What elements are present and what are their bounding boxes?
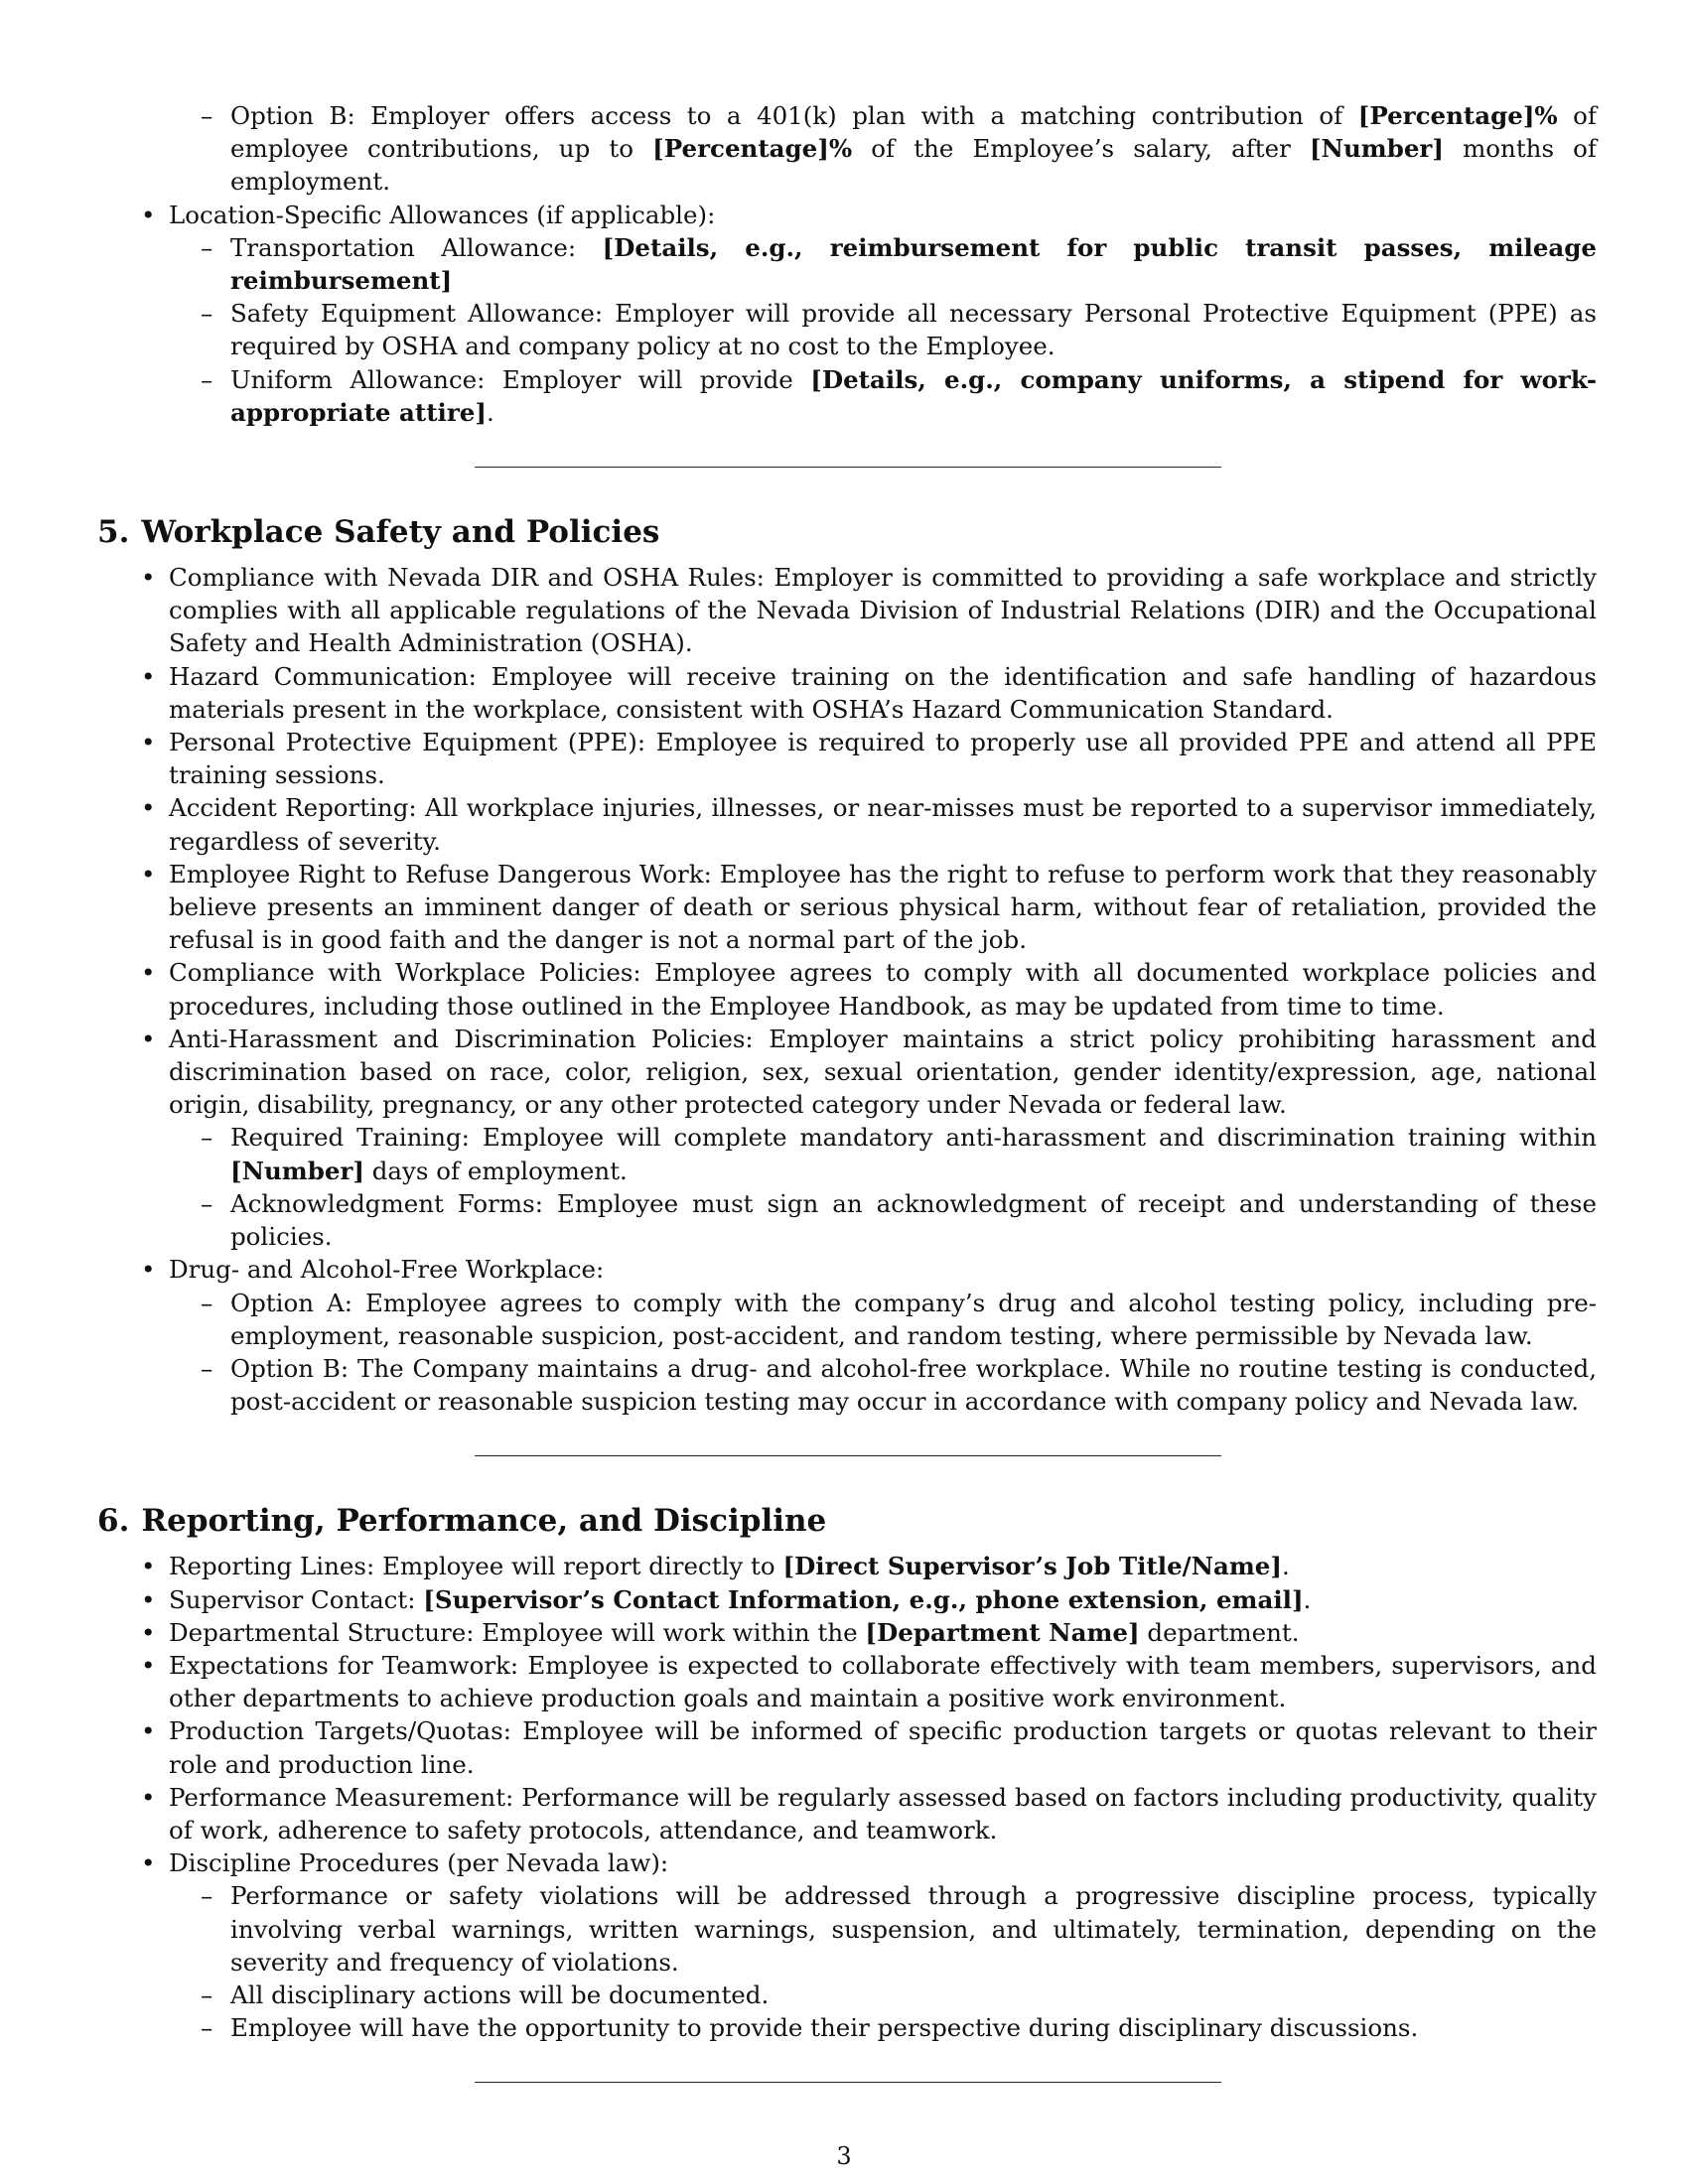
placeholder-percentage: [Percentage]% — [1357, 101, 1558, 130]
drug-option-a: – Option A: Employee agrees to comply with the company’s drug and alcohol testing policy, including pre-employment, reasonable suspicion, post-accident, and random testing, where permissible by Nevada law. — [230, 1287, 1597, 1352]
discipline-item: – All disciplinary actions will be documented. — [230, 1979, 1597, 2011]
placeholder-contact: [Supervisor’s Contact Information, e.g., phone extension, email] — [423, 1584, 1304, 1614]
list-item — [169, 99, 1597, 199]
section-5-list — [97, 561, 1597, 1418]
discipline-item: – Employee will have the opportunity to provide their perspective during disciplinary discussions. — [230, 2011, 1597, 2044]
list-item: • Employee Right to Refuse Dangerous Work: Employee has the right to refuse to perform work that they reasonably believe presents an imminent danger of death or serious physical harm, without fear of retaliation, provided the refusal is in good faith and the danger is not a normal part of the job. — [169, 858, 1597, 957]
option-b-401k: – Option B: Employer offers access to a 401(k) plan with a matching contribution of [Percentage]% of employee contributions, up to [Percentage]% of the Employee’s salary, after [Number] months of employment. — [230, 99, 1597, 199]
placeholder-details: [Details, e.g., company uniforms, a stipend for work-appropriate attire] — [230, 364, 1597, 427]
list-item: • Performance Measurement: Performance will be regularly assessed based on factors including productivity, quality of work, adherence to safety protocols, attendance, and teamwork. — [169, 1781, 1597, 1846]
placeholder-number: [Number] — [230, 1156, 364, 1185]
harassment-sub-list — [169, 1121, 1597, 1253]
drug-sub-list — [169, 1287, 1597, 1419]
placeholder-percentage: [Percentage]% — [652, 134, 853, 164]
list-item-allowances: • Location-Specific Allowances (if applicable): – Transportation Allowance: [Details, e.g., reimbursement for public transit passes, mileage reimbursement] – Safety Equipment Allowance: Employer will provide all necessary Personal Protective Equipment (PPE) as required by OSHA and company policy at no cost to the Employee. – Uniform Allowance: Employer will provide [Details, e.g., company uniforms, a stipend for work-appropriate attire]. — [169, 199, 1597, 429]
acknowledgment-forms: – Acknowledgment Forms: Employee must sign an acknowledgment of receipt and understanding of these policies. — [230, 1187, 1597, 1253]
section-divider — [475, 2082, 1221, 2083]
uniform-allowance: – Uniform Allowance: Employer will provide [Details, e.g., company uniforms, a stipend for work-appropriate attire]. — [230, 363, 1597, 429]
list-item: • Reporting Lines: Employee will report directly to [Direct Supervisor’s Job Title/Name]. — [169, 1550, 1597, 1582]
list-item: • Anti-Harassment and Discrimination Policies: Employer maintains a strict policy prohibiting harassment and discrimination based on race, color, religion, sex, sexual orientation, gender identity/expression, age, national origin, disability, pregnancy, or any other protected category under Nevada or federal law. – Required Training: Employee will complete mandatory anti-harassment and discrimination training within [Number] days of employment. – Acknowledgment Forms: Employee must sign an acknowledgment of receipt and understanding of these policies. — [169, 1023, 1597, 1253]
section-divider — [475, 1455, 1221, 1456]
list-item: • Expectations for Teamwork: Employee is expected to collaborate effectively with team members, supervisors, and other departments to achieve production goals and maintain a positive work environment. — [169, 1649, 1597, 1714]
placeholder-department: [Department Name] — [865, 1617, 1140, 1647]
discipline-sub-list — [169, 1879, 1597, 2044]
section-divider — [475, 467, 1221, 468]
section-6-list — [97, 1550, 1597, 2044]
list-item: • Compliance with Nevada DIR and OSHA Rules: Employer is committed to providing a safe workplace and strictly complies with all applicable regulations of the Nevada Division of Industrial Relations (DIR) and the Occupational Safety and Health Administration (OSHA). — [169, 561, 1597, 660]
transportation-allowance: – Transportation Allowance: [Details, e.g., reimbursement for public transit passes, mileage reimbursement] — [230, 231, 1597, 297]
list-item: • Compliance with Workplace Policies: Employee agrees to comply with all documented workplace policies and procedures, including those outlined in the Employee Handbook, as may be updated from time to time. — [169, 956, 1597, 1022]
placeholder-supervisor: [Direct Supervisor’s Job Title/Name] — [782, 1552, 1282, 1581]
list-item: • Hazard Communication: Employee will receive training on the identification and safe handling of hazardous materials present in the workplace, consistent with OSHA’s Hazard Communication Standard. — [169, 660, 1597, 726]
sub-list — [169, 99, 1597, 199]
drug-option-b: – Option B: The Company maintains a drug- and alcohol-free workplace. While no routine testing is conducted, post-accident or reasonable suspicion testing may occur in accordance with company policy and Nevada law. — [230, 1352, 1597, 1418]
placeholder-number: [Number] — [1309, 134, 1444, 164]
list-item: • Supervisor Contact: [Supervisor’s Contact Information, e.g., phone extension, email]. — [169, 1583, 1597, 1616]
list-item: • Production Targets/Quotas: Employee will be informed of specific production targets or quotas relevant to their role and production line. — [169, 1714, 1597, 1780]
list-item: • Personal Protective Equipment (PPE): Employee is required to properly use all provided PPE and attend all PPE training sessions. — [169, 726, 1597, 791]
discipline-item: – Performance or safety violations will be addressed through a progressive discipline process, typically involving verbal warnings, written warnings, suspension, and ultimately, termination, depending on the severity and frequency of violations. — [230, 1879, 1597, 1979]
safety-equipment-allowance: – Safety Equipment Allowance: Employer will provide all necessary Personal Protective Equipment (PPE) as required by OSHA and company policy at no cost to the Employee. — [230, 297, 1597, 362]
list-item: • Drug- and Alcohol-Free Workplace: – Option A: Employee agrees to comply with the company’s drug and alcohol testing policy, including pre-employment, reasonable suspicion, post-accident, and random testing, where permissible by Nevada law. – Option B: The Company maintains a drug- and alcohol-free workplace. While no routine testing is conducted, post-accident or reasonable suspicion testing may occur in accordance with company policy and Nevada law. — [169, 1253, 1597, 1418]
benefits-continued-list — [97, 99, 1597, 429]
placeholder-details: [Details, e.g., reimbursement for public transit passes, mileage reimbursement] — [230, 232, 1597, 296]
page-content — [97, 99, 1597, 2083]
allowances-sub-list — [169, 231, 1597, 429]
required-training: – Required Training: Employee will complete mandatory anti-harassment and discrimination training within [Number] days of employment. — [230, 1121, 1597, 1186]
list-item: • Accident Reporting: All workplace injuries, illnesses, or near-misses must be reported to a supervisor immediately, regardless of severity. — [169, 791, 1597, 857]
section-heading-5: 5. Workplace Safety and Policies — [97, 514, 660, 551]
page-number: 3 — [836, 2142, 852, 2170]
list-item: • Discipline Procedures (per Nevada law): – Performance or safety violations will be addressed through a progressive discipline process, typically involving verbal warnings, written warnings, suspension, and ultimately, termination, depending on the severity and frequency of violations. – All disciplinary actions will be documented. – Employee will have the opportunity to provide their perspective during disciplinary discussions. — [169, 1846, 1597, 2044]
list-item: • Departmental Structure: Employee will work within the [Department Name] department. — [169, 1616, 1597, 1649]
section-heading-6: 6. Reporting, Performance, and Discipline — [97, 1503, 827, 1540]
